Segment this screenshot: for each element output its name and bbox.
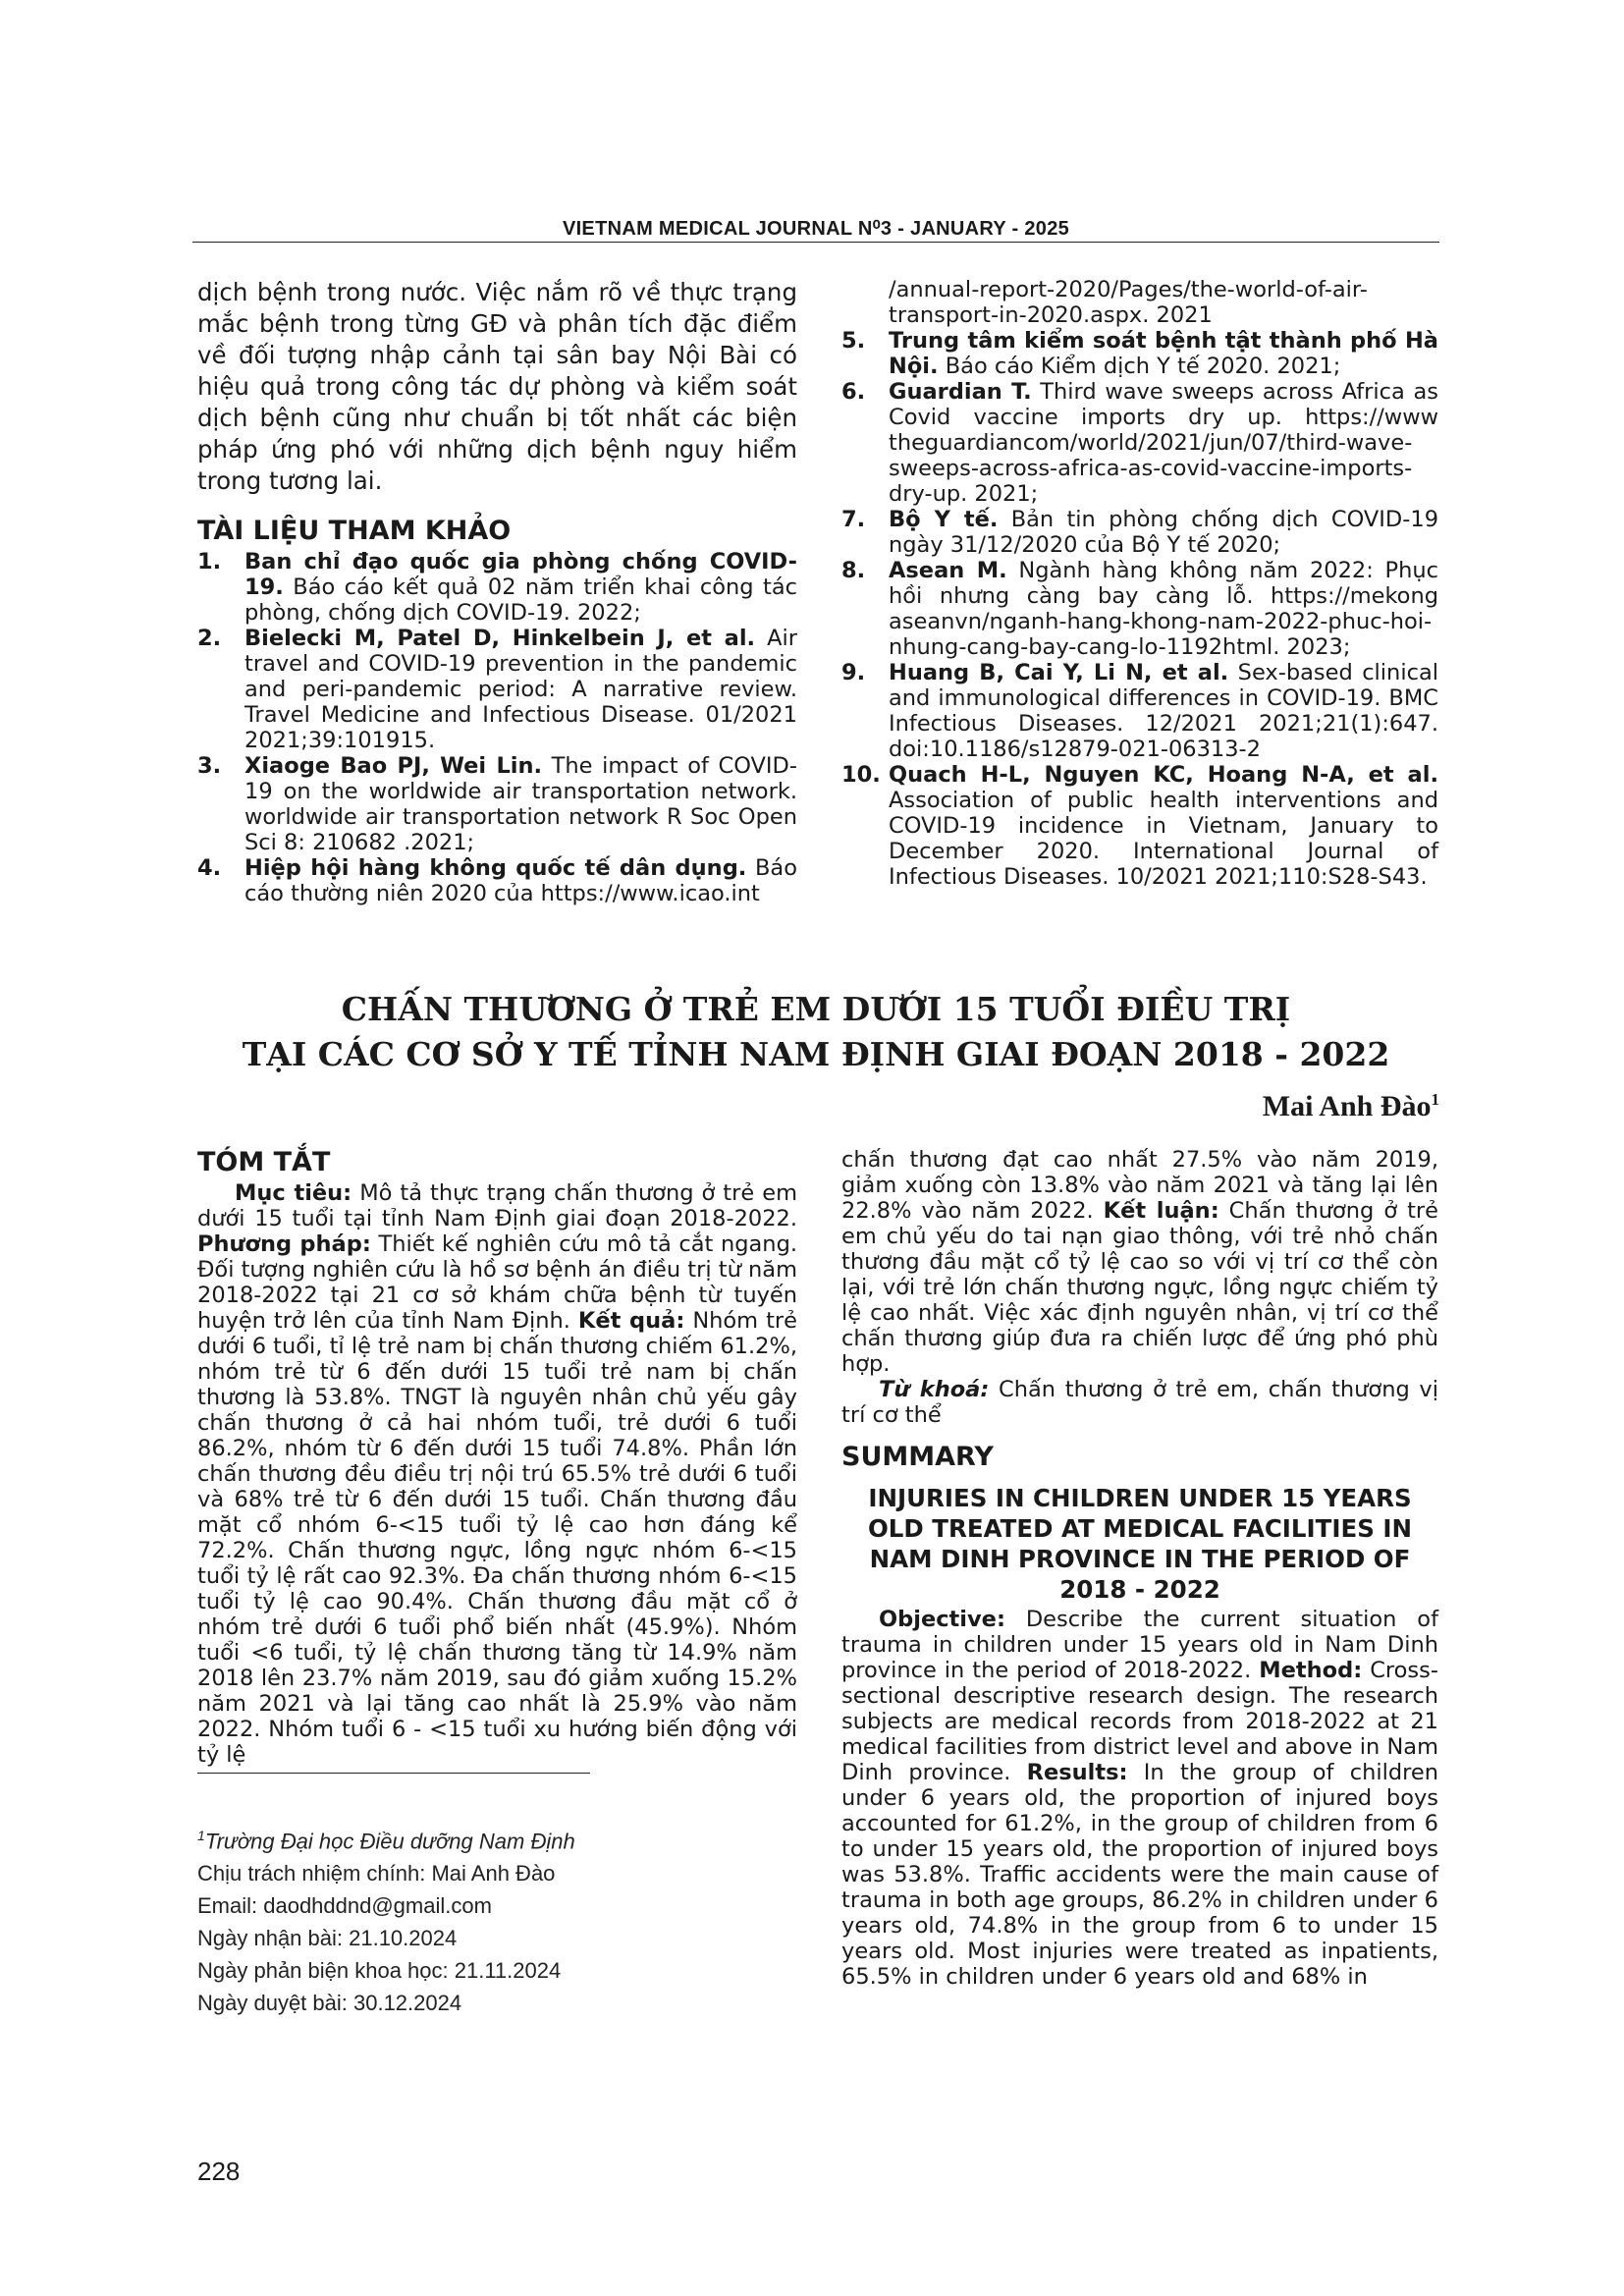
- reference-authors: Xiaoge Bao PJ, Wei Lin.: [244, 753, 543, 779]
- reference-number: 8.: [841, 558, 866, 583]
- keywords: [841, 1377, 1438, 1428]
- reference-text: Báo cáo Kiểm dịch Y tế 2020. 2021;: [938, 354, 1341, 379]
- objective-text-en: Describe the current situation of trauma in children under 15 years old in Nam Dinh province in the period of 2018-2022.: [841, 1607, 1438, 1683]
- reference-number: 10.: [841, 762, 881, 788]
- reference-item: [841, 660, 1438, 762]
- reference-text: The impact of COVID-19 on the worldwide air transportation network. worldwide air transportation network R Soc Open Sci 8: 210682 .2021;: [244, 753, 797, 855]
- reference-authors: Huang B, Cai Y, Li N, et al.: [889, 660, 1229, 685]
- author-name: [1263, 1090, 1439, 1123]
- reference-text: Báo cáo thường niên 2020 của https://www.icao.int: [244, 855, 797, 906]
- summary-heading: SUMMARY: [841, 1442, 994, 1472]
- objective-label-en: Objective:: [879, 1607, 1005, 1632]
- affiliation-text: Trường Đại học Điều dưỡng Nam Định: [204, 1829, 575, 1854]
- reference-authors: Hiệp hội hàng không quốc tế dân dụng.: [244, 855, 747, 881]
- results-text-continued: chấn thương đạt cao nhất 27.5% vào năm 2019, giảm xuống còn 13.8% vào năm 2021 và tăng lại lên 22.8% vào năm 2022.: [841, 1147, 1438, 1224]
- references-list-left: [197, 549, 797, 906]
- reference-item: [841, 379, 1438, 507]
- reference-item: [197, 855, 797, 906]
- abstract-heading: TÓM TẮT: [197, 1147, 331, 1177]
- conclusion-label: Kết luận:: [1103, 1198, 1219, 1224]
- author: Mai Anh Đào: [1262, 1090, 1432, 1122]
- reference-authors: Trung tâm kiểm soát bệnh tật thành phố Hà Nội.: [889, 328, 1438, 379]
- abstract-vi-paragraph: [197, 1180, 797, 1768]
- accepted-date: Ngày duyệt bài: 30.12.2024: [197, 1991, 462, 2016]
- upper-left-column: [197, 277, 797, 906]
- summary-title: INJURIES IN CHILDREN UNDER 15 YEARS OLD TREATED AT MEDICAL FACILITIES IN NAM DINH PROVINCE IN THE PERIOD OF 2018 - 2022: [867, 1484, 1412, 1604]
- reference-number: 3.: [197, 753, 222, 779]
- references-heading: TÀI LIỆU THAM KHẢO: [197, 516, 512, 546]
- reference-authors: Quach H-L, Nguyen KC, Hoang N-A, et al.: [889, 762, 1438, 788]
- method-label: Phương pháp:: [197, 1231, 371, 1257]
- reference-number: 6.: [841, 379, 866, 405]
- abstract-en-paragraph: [841, 1607, 1438, 1990]
- reference-text: Báo cáo kết quả 02 năm triển khai công tác phòng, chống dịch COVID-19. 2022;: [244, 574, 797, 626]
- reference-number: 4.: [197, 855, 222, 881]
- reference-authors: Asean M.: [889, 558, 1007, 583]
- article-title-line-2: TẠI CÁC CƠ SỞ Y TẾ TỈNH NAM ĐỊNH GIAI ĐOẠN 2018 - 2022: [242, 1035, 1390, 1073]
- header-rule: [192, 242, 1439, 243]
- objective-label: Mục tiêu:: [235, 1180, 352, 1206]
- reference-text: Bản tin phòng chống dịch COVID-19 ngày 31/12/2020 của Bộ Y tế 2020;: [889, 507, 1439, 558]
- reference-number: 1.: [197, 549, 222, 574]
- results-label: Kết quả:: [577, 1308, 685, 1334]
- affiliation: [197, 1820, 575, 1857]
- page-number: 228: [197, 2157, 241, 2186]
- upper-right-column: [841, 277, 1438, 890]
- method-label-en: Method:: [1259, 1658, 1363, 1683]
- intro-paragraph: dịch bệnh trong nước. Việc nắm rõ về thực trạng mắc bệnh trong từng GĐ và phân tích đặc điểm về đối tượng nhập cảnh tại sân bay Nội Bài có hiệu quả trong công tác dự phòng và kiểm soát dịch bệnh cũng như chuẩn bị tốt nhất các biện pháp ứng phó với những dịch bệnh nguy hiểm trong tương lai.: [197, 278, 797, 495]
- reference-number: 9.: [841, 660, 866, 685]
- reference-item: [841, 507, 1438, 558]
- reference-number: 7.: [841, 507, 866, 532]
- reviewed-date: Ngày phản biện khoa học: 21.11.2024: [197, 1958, 562, 1984]
- reference-item: [841, 328, 1438, 379]
- references-list-right: [841, 328, 1438, 890]
- method-text: Thiết kế nghiên cứu mô tả cắt ngang. Đối tượng nghiên cứu là hồ sơ bệnh án điều trị từ năm 2018-2022 tại 21 cơ sở khám chữa bệnh từ tuyến huyện trở lên của tỉnh Nam Định.: [197, 1231, 798, 1334]
- author-affiliation-mark: 1: [1431, 1090, 1439, 1109]
- reference-authors: Bộ Y tế.: [889, 507, 999, 532]
- keywords-label: Từ khoá:: [879, 1377, 990, 1402]
- results-label-en: Results:: [1026, 1760, 1128, 1785]
- abstract-vi-continued: [841, 1147, 1438, 1377]
- reference-item: [841, 762, 1438, 890]
- footnotes: [197, 1820, 575, 2019]
- reference-4-continuation: /annual-report-2020/Pages/the-world-of-air-transport-in-2020.aspx. 2021: [889, 277, 1368, 328]
- reference-authors: Bielecki M, Patel D, Hinkelbein J, et al.: [244, 626, 756, 651]
- objective-text: Mô tả thực trạng chấn thương ở trẻ em dưới 15 tuổi tại tỉnh Nam Định giai đoạn 2018-2022.: [197, 1180, 797, 1231]
- results-text-en: In the group of children under 6 years old, the proportion of injured boys accounted for 61.2%, in the group of children from 6 to under 15 years old, the proportion of injured boys was 53.8%. Traffic accidents were the main cause of trauma in both age groups, 86.2% in children under 6 years old, 74.8% in the group from 6 to under 15 years old. Most injuries were treated as inpatients, 65.5% in children under 6 years old and 68% in: [841, 1760, 1438, 1990]
- reference-item: [197, 753, 797, 855]
- reference-text: Association of public health interventions and COVID-19 incidence in Vietnam, January to December 2020. International Journal of Infectious Diseases. 10/2021 2021;110:S28-S43.: [889, 788, 1438, 890]
- lower-left-column: [197, 1147, 797, 1768]
- running-head: VIETNAM MEDICAL JOURNAL N⁰3 - JANUARY - 2025: [562, 218, 1070, 240]
- article-title: [192, 987, 1439, 1077]
- keywords-text: Chấn thương ở trẻ em, chấn thương vị trí cơ thể: [841, 1377, 1438, 1428]
- reference-text: Ngành hàng không năm 2022: Phục hồi nhưng càng bay càng lỗ. https://mekong aseanvn/nganh-hang-khong-nam-2022-phuc-hoi-nhung-cang-bay-cang-lo-1192html. 2023;: [889, 558, 1438, 660]
- received-date: Ngày nhận bài: 21.10.2024: [197, 1926, 458, 1951]
- email: Email: daodhddnd@gmail.com: [197, 1893, 492, 1919]
- reference-authors: Ban chỉ đạo quốc gia phòng chống COVID-19.: [244, 549, 797, 600]
- affiliation-mark: 1: [197, 1828, 205, 1843]
- results-text: Nhóm trẻ dưới 6 tuổi, tỉ lệ trẻ nam bị chấn thương chiếm 61.2%, nhóm trẻ từ 6 đến dưới 15 tuổi trẻ nam bị chấn thương là 53.8%. TNGT là nguyên nhân chủ yếu gây chấn thương ở cả hai nhóm tuổi, trẻ dưới 6 tuổi 86.2%, nhóm từ 6 đến dưới 15 tuổi 74.8%. Phần lớn chấn thương đều điều trị nội trú 65.5% trẻ dưới 6 tuổi và 68% trẻ từ 6 đến dưới 15 tuổi. Chấn thương đầu mặt cổ nhóm 6-<15 tuổi tỷ lệ cao hơn đáng kể 72.2%. Chấn thương ngực, lồng ngực nhóm 6-<15 tuổi tỷ lệ rất cao 92.3%. Đa chấn thương nhóm 6-<15 tuổi tỷ lệ cao 90.4%. Chấn thương đầu mặt cổ ở nhóm trẻ dưới 6 tuổi phổ biến nhất (45.9%). Nhóm tuổi <6 tuổi, tỷ lệ chấn thương tăng từ 14.9% năm 2018 lên 23.7% năm 2019, sau đó giảm xuống 15.2% năm 2021 và lại tăng cao nhất là 25.9% vào năm 2022. Nhóm tuổi 6 - <15 tuổi xu hướng biến động với tỷ lệ: [197, 1308, 797, 1768]
- reference-text: Air travel and COVID-19 prevention in the pandemic and peri-pandemic period: A narrative review. Travel Medicine and Infectious Disease. 01/2021 2021;39:101915.: [244, 626, 797, 753]
- lower-right-column: [841, 1147, 1438, 1990]
- corresponding-author: Chịu trách nhiệm chính: Mai Anh Đào: [197, 1861, 556, 1886]
- article-title-line-1: CHẤN THƯƠNG Ở TRẺ EM DƯỚI 15 TUỔI ĐIỀU TRỊ: [341, 990, 1291, 1028]
- reference-item: [197, 549, 797, 626]
- reference-number: 5.: [841, 328, 866, 354]
- reference-text: Sex-based clinical and immunological differences in COVID-19. BMC Infectious Diseases. 12/2021 2021;21(1):647. doi:10.1186/s12879-021-06313-2: [889, 660, 1438, 762]
- reference-authors: Guardian T.: [889, 379, 1032, 405]
- reference-number: 2.: [197, 626, 222, 651]
- reference-item: [841, 558, 1438, 660]
- reference-item: [197, 626, 797, 753]
- conclusion-text: Chấn thương ở trẻ em chủ yếu do tai nạn giao thông, với trẻ nhỏ chấn thương đầu mặt cổ tỷ lệ cao so với vị trí cơ thể còn lại, với trẻ lớn chấn thương ngực, lồng ngực chiếm tỷ lệ cao nhất. Việc xác định nguyên nhân, vị trí cơ thể chấn thương giúp đưa ra chiến lược để ứng phó phù hợp.: [841, 1198, 1438, 1377]
- reference-text: Third wave sweeps across Africa as Covid vaccine imports dry up. https://www theguardiancom/world/2021/jun/07/third-wave-sweeps-across-africa-as-covid-vaccine-imports-dry-up. 2021;: [889, 379, 1438, 507]
- footnote-rule: [197, 1773, 590, 1774]
- method-text-en: Cross-sectional descriptive research design. The research subjects are medical records from 2018-2022 at 21 medical facilities from district level and above in Nam Dinh province.: [841, 1658, 1438, 1785]
